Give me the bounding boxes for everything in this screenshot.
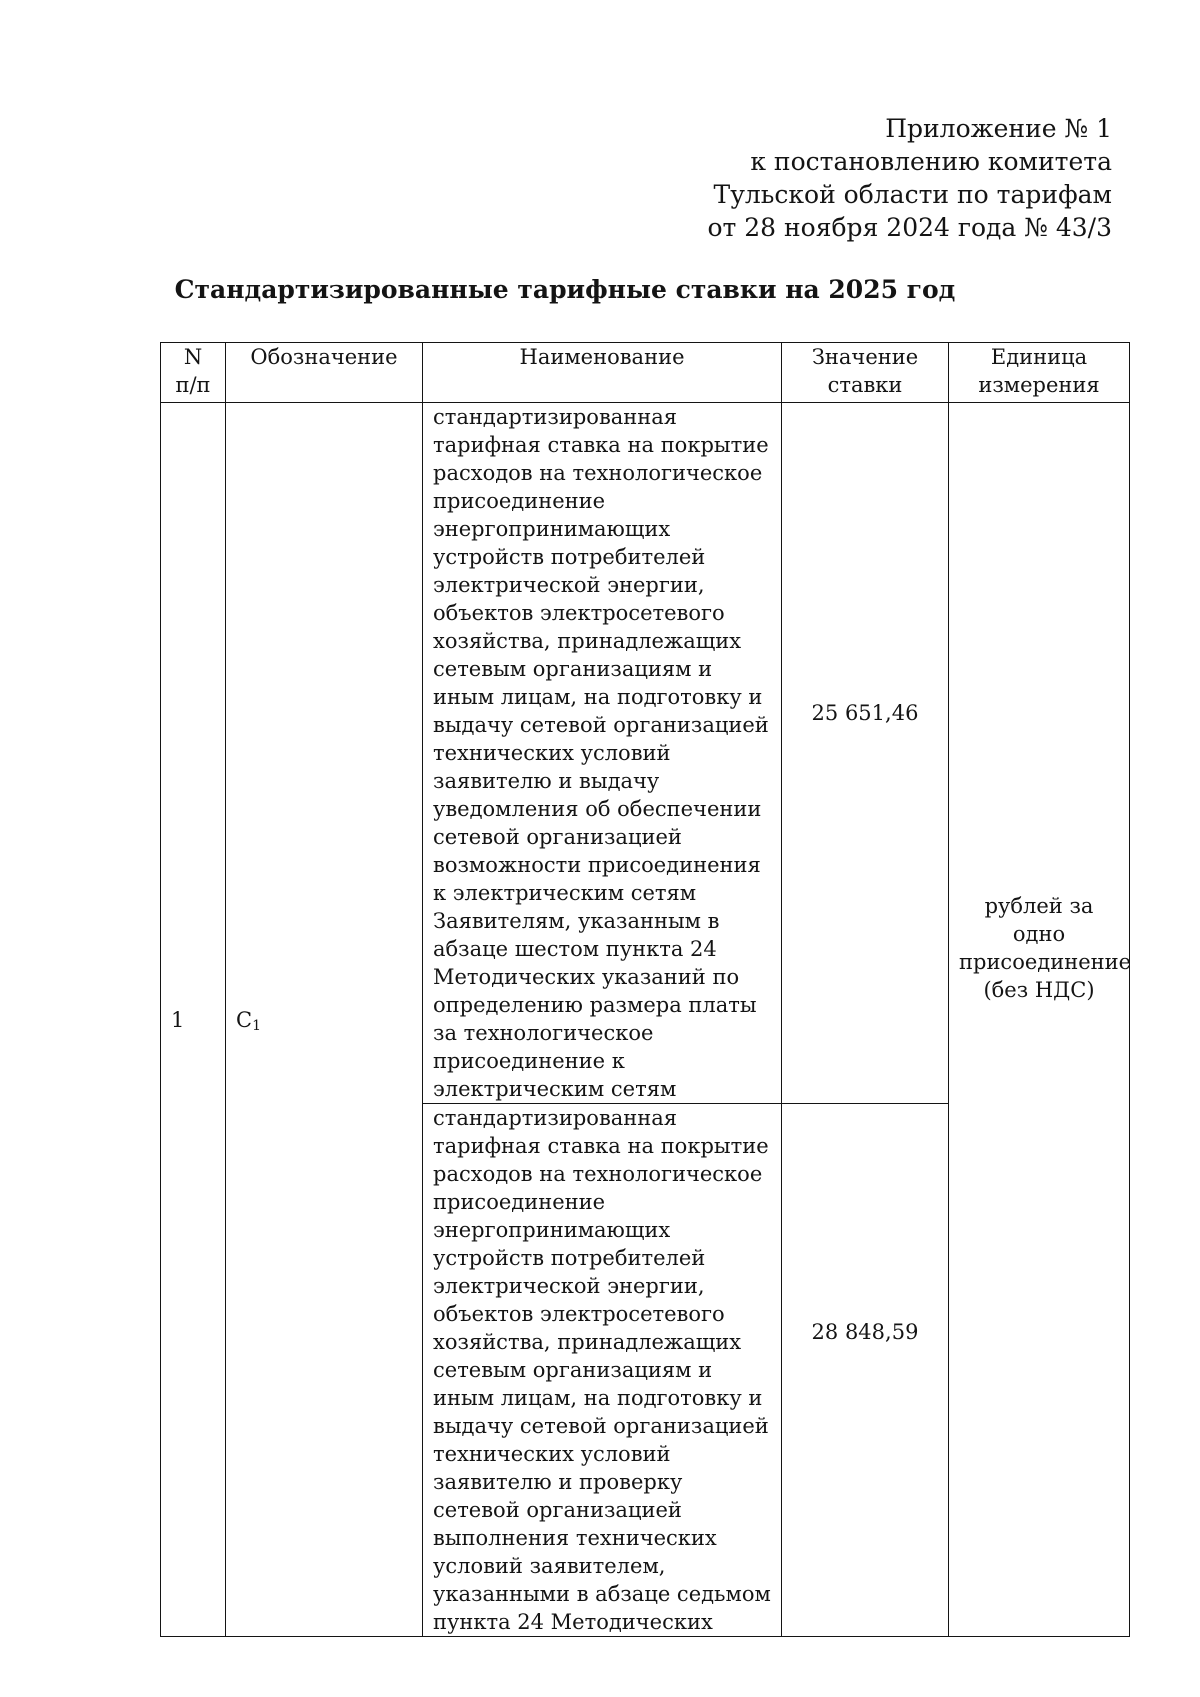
row-code (226, 403, 423, 1637)
unit-line-2: присоединение (959, 949, 1132, 974)
header-code: Обозначение (226, 343, 423, 403)
rate-name-text: стандартизированная тарифная ставка на покрытие расходов на технологическое присоединение энергопринимающих устройств потребителей электрической энергии, объектов электросетевого хозяйства, принадлежащих сетевым организациям и иным лицам, на подготовку и выдачу сетевой организацией технических условий заявителю и выдачу уведомления об обеспечении сетевой организацией возможности присоединения к электрическим сетям Заявителям, указанным в абзаце шестом пункта 24 Методических указаний по определению размера платы за технологическое присоединение к электрическим сетям (433, 405, 769, 1101)
rate-name-2 (423, 1104, 782, 1637)
unit-line-3: (без НДС) (983, 977, 1095, 1002)
code-base: С (236, 1007, 253, 1032)
header-number: N п/п (161, 343, 226, 403)
header-unit: Единица измерения (949, 343, 1130, 403)
table-row (161, 403, 1130, 1104)
row-number: 1 (161, 403, 226, 1637)
code-subscript: 1 (252, 1017, 261, 1034)
annex-line-1: Приложение № 1 (885, 114, 1112, 143)
tariff-rates-table (160, 342, 1130, 1637)
annex-header (707, 112, 1112, 244)
rate-name-text: стандартизированная тарифная ставка на покрытие расходов на технологическое присоединение энергопринимающих устройств потребителей электрической энергии, объектов электросетевого хозяйства, принадлежащих сетевым организациям и иным лицам, на подготовку и выдачу сетевой организацией технических условий заявителю и проверку сетевой организацией выполнения технических условий заявителем, указанными в абзаце седьмом пункта 24 Методических (433, 1106, 771, 1634)
annex-line-2: к постановлению комитета (750, 147, 1112, 176)
rate-value-1: 25 651,46 (782, 403, 949, 1104)
annex-line-3: Тульской области по тарифам (713, 180, 1112, 209)
document-title: Стандартизированные тарифные ставки на 2025 год (174, 275, 956, 304)
unit-line-1: рублей за одно (984, 893, 1094, 946)
table-header-row (161, 343, 1130, 403)
header-value: Значение ставки (782, 343, 949, 403)
annex-line-4: от 28 ноября 2024 года № 43/3 (707, 213, 1112, 242)
rate-value-2: 28 848,59 (782, 1104, 949, 1637)
header-name: Наименование (423, 343, 782, 403)
unit-cell (949, 403, 1130, 1637)
rate-name-1 (423, 403, 782, 1104)
